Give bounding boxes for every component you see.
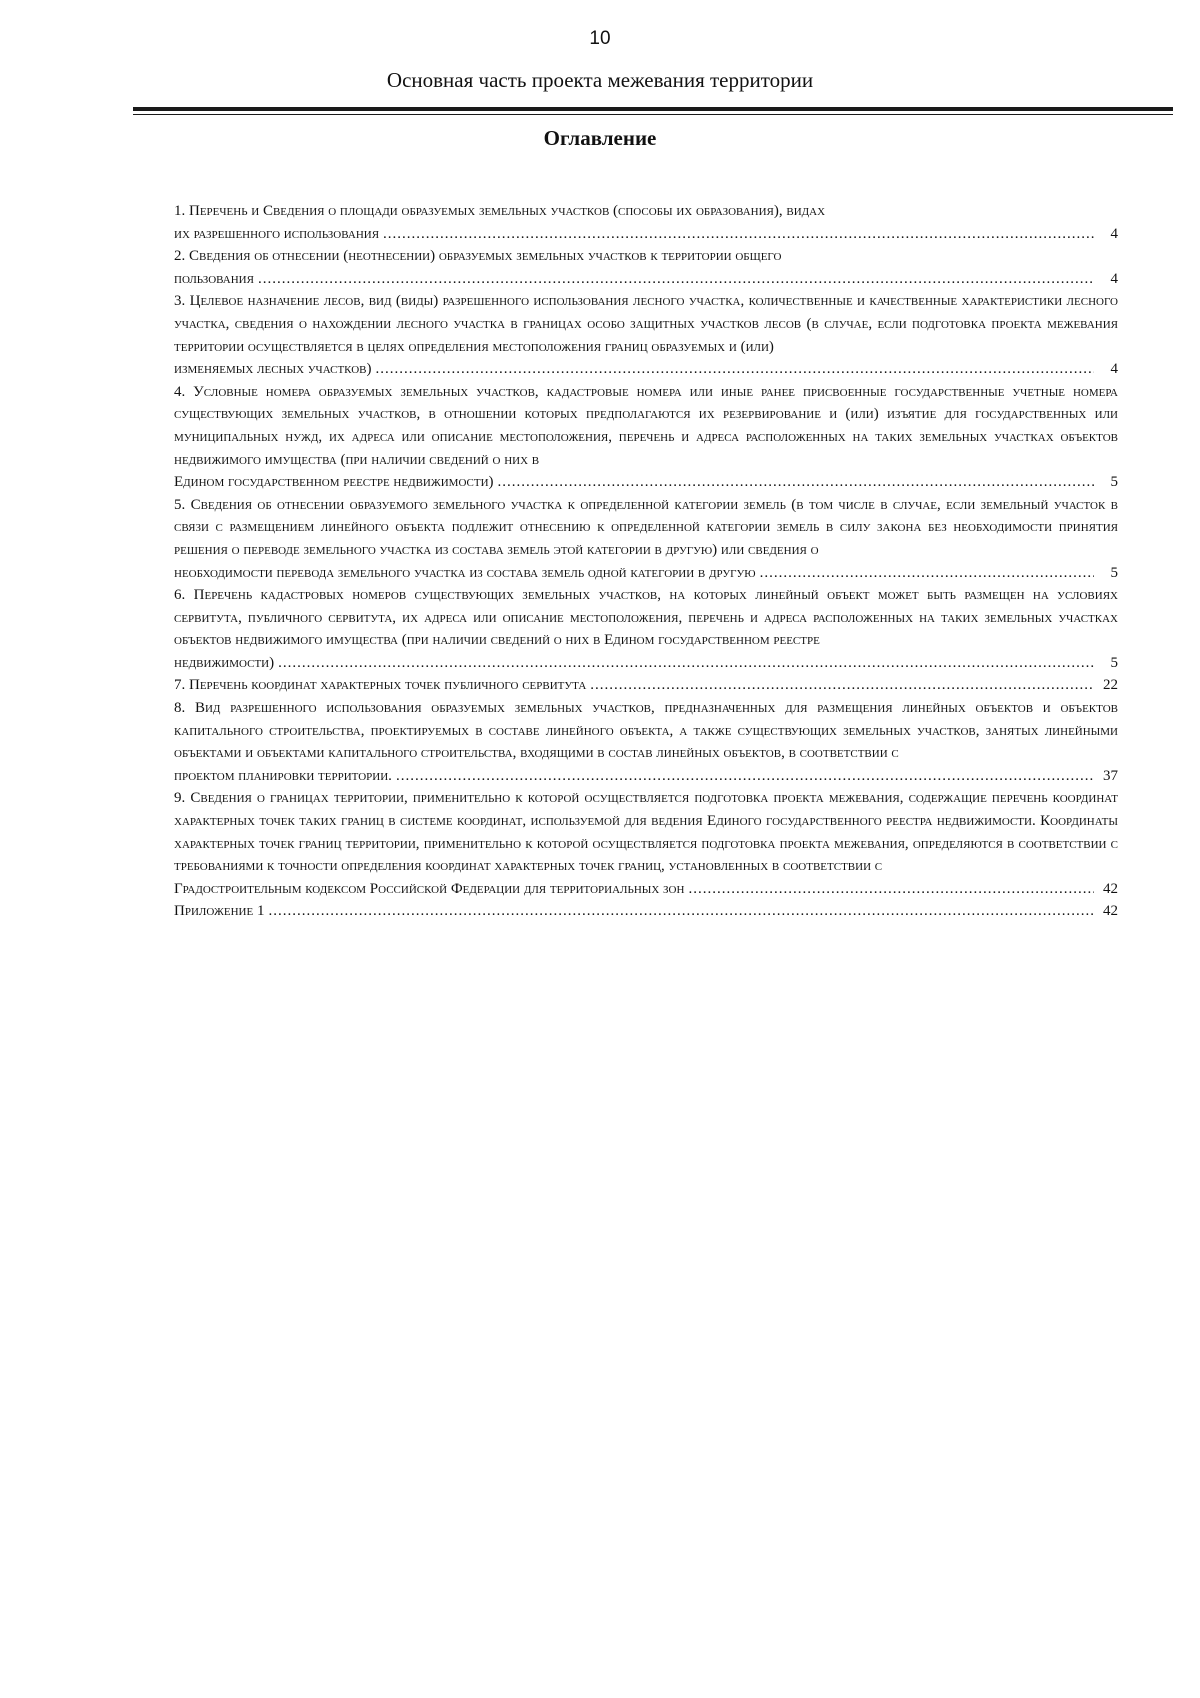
toc-entry[interactable] [174, 245, 1118, 290]
toc-page-number: 5 [1110, 654, 1118, 671]
toc-entry[interactable] [174, 381, 1118, 494]
toc-entry[interactable] [174, 674, 1118, 697]
toc-entry[interactable] [174, 584, 1118, 674]
dot-leader [590, 674, 1094, 697]
toc-entry-tail: Приложение 1 [174, 903, 265, 920]
toc-entry-text: 9. Сведения о границах территории, применительно к которой осуществляется подготовка проекта межевания, содержащие перечень координат характерных точек таких границ в системе координат, используемой для ведения Единого государственного реестра недвижимости. Координаты характерных точек границ территории, применительно к которой осуществляется подготовка проекта межевания, определяются в соответствии с требованиями к точности определения координат характерных точек границ, установленных в соответствии с [174, 790, 1118, 875]
toc-entry-lastline [174, 900, 1118, 923]
toc-entry[interactable] [174, 200, 1118, 245]
dot-leader [498, 471, 1094, 494]
toc-entry-tail: необходимости перевода земельного участка из состава земель одной категории в другую [174, 564, 756, 581]
toc-entry-text: 4. Условные номера образуемых земельных участков, кадастровые номера или иные ранее присвоенные государственные учетные номера существующих земельных участков, в отношении которых предполагаются их резервирование и (или) изъятие для государственных или муниципальных нужд, их адреса или описание местоположения, перечень и адреса расположенных на таких земельных участках объектов недвижимого имущества (при наличии сведений о них в [174, 383, 1118, 468]
toc-entry[interactable] [174, 697, 1118, 787]
toc-entry-lastline [174, 878, 1118, 901]
toc-entry[interactable] [174, 900, 1118, 923]
toc-entry-tail: Градостроительным кодексом Российской Федерации для территориальных зон [174, 880, 685, 897]
toc-page-number: 5 [1110, 564, 1118, 581]
toc-entry-lastline [174, 471, 1118, 494]
toc-entry-text: 6. Перечень кадастровых номеров существующих земельных участков, на которых линейный объект может быть размещен на условиях сервитута, публичного сервитута, их адреса или описание местоположения, перечень и адреса расположенных на таких земельных участках объектов недвижимого имущества (при наличии сведений о них в Едином государственном реестре [174, 587, 1118, 649]
toc-entry-lastline [174, 268, 1118, 291]
toc-page-number: 37 [1103, 767, 1118, 784]
toc-entry-lastline [174, 223, 1118, 246]
page-number: 10 [589, 28, 611, 49]
dot-leader [376, 358, 1095, 381]
toc-page-number: 4 [1110, 361, 1118, 378]
toc-page-number: 22 [1103, 677, 1118, 694]
toc-entry[interactable] [174, 787, 1118, 900]
toc-entry-lastline [174, 562, 1118, 585]
dot-leader [396, 765, 1094, 788]
dot-leader [268, 900, 1094, 923]
toc-entry-lastline [174, 358, 1118, 381]
toc-entry-tail: проектом планировки территории. [174, 767, 392, 784]
toc-entry-text: 1. Перечень и Сведения о площади образуемых земельных участков (способы их образования), видах [174, 203, 826, 219]
toc-entry-text: 3. Целевое назначение лесов, вид (виды) разрешенного использования лесного участка, количественные и качественные характеристики лесного участка, сведения о нахождении лесного участка в границах особо защитных участков лесов (в случае, если подготовка проекта межевания территории осуществляется в целях определения местоположения границ образуемых и (или) [174, 293, 1118, 355]
toc-entry-text: 5. Сведения об отнесении образуемого земельного участка к определенной категории земель (в том числе в случае, если земельный участок в связи с размещением линейного объекта подлежит отнесению к определенной категории земель в силу закона без необходимости принятия решения о переводе земельного участка из состава земель этой категории в другую) или сведения о [174, 496, 1118, 558]
toc-page-number: 4 [1110, 225, 1118, 242]
toc-entry-tail: изменяемых лесных участков) [174, 361, 372, 378]
toc-entry-lastline [174, 674, 1118, 697]
toc-entry-lastline [174, 765, 1118, 788]
toc-title: Оглавление [543, 126, 657, 150]
dot-leader [258, 268, 1094, 291]
dot-leader [278, 652, 1094, 675]
toc-page-number: 5 [1110, 474, 1118, 491]
toc-entry-tail: Едином государственном реестре недвижимости) [174, 474, 494, 491]
toc-page-number: 42 [1103, 880, 1118, 897]
toc-entry-tail: их разрешенного использования [174, 225, 380, 242]
toc-page-number: 4 [1110, 270, 1118, 287]
toc-entry-tail: недвижимости) [174, 654, 275, 671]
dot-leader [760, 562, 1094, 585]
toc-entry-tail: пользования [174, 270, 254, 287]
header-rule-thin [133, 114, 1173, 115]
dot-leader [383, 223, 1094, 246]
toc-page-number: 42 [1103, 903, 1118, 920]
dot-leader [688, 878, 1094, 901]
table-of-contents [174, 200, 1118, 923]
toc-entry[interactable] [174, 494, 1118, 584]
header-rule-thick [133, 107, 1173, 111]
toc-entry[interactable] [174, 290, 1118, 380]
running-header: Основная часть проекта межевания территории [386, 68, 814, 92]
toc-entry-lastline [174, 652, 1118, 675]
toc-entry-tail: 7. Перечень координат характерных точек публичного сервитута [174, 677, 587, 694]
toc-entry-text: 8. Вид разрешенного использования образуемых земельных участков, предназначенных для размещения линейных объектов и объектов капитального строительства, проектируемых в составе линейного объекта, а также существующих земельных участков, занятых линейными объектами и объектами капитального строительства, входящими в состав линейных объектов, в соответствии с [174, 700, 1118, 762]
toc-entry-text: 2. Сведения об отнесении (неотнесении) образуемых земельных участков к территории общего [174, 248, 782, 265]
